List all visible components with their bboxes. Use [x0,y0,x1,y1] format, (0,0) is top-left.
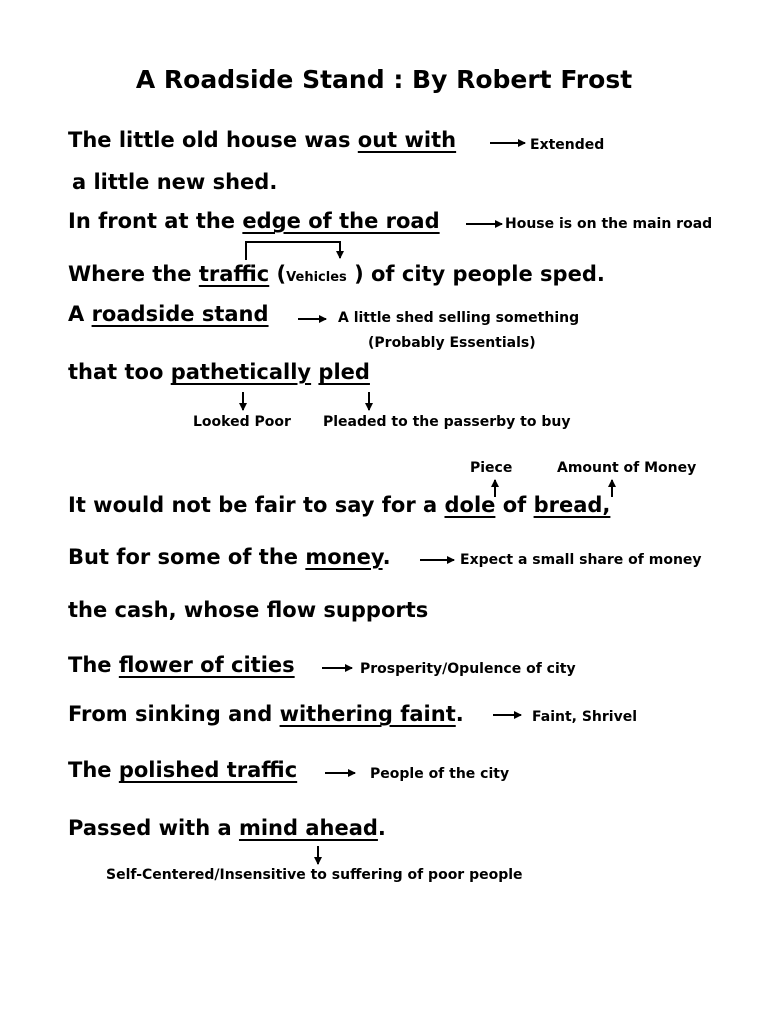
underlined-phrase: money [305,545,383,569]
poem-line-6 [68,360,370,384]
underlined-phrase: flower of cities [118,653,295,677]
paren-open: ( [269,262,287,286]
underlined-phrase: mind ahead [238,816,378,840]
annotation-share-of-money: Expect a small share of money [460,552,702,568]
annotation-people-of-city: People of the city [370,766,510,782]
underlined-phrase: withering faint [279,702,456,726]
line-text: From sinking and [68,702,280,726]
underlined-phrase: out with [357,128,457,152]
line-text: The [68,653,119,677]
poem-line-4 [68,262,605,286]
annotation-essentials: (Probably Essentials) [368,335,536,351]
line-text: The [68,758,119,782]
annotation-looked-poor: Looked Poor [193,414,291,430]
page-title: A Roadside Stand : By Robert Frost [135,65,633,94]
annotation-amount-of-money: Amount of Money [557,460,697,476]
line-text: In front at the [68,209,243,233]
poem-line-7 [68,493,610,517]
annotation-prosperity: Prosperity/Opulence of city [360,661,576,677]
poem-line-11 [68,702,464,726]
underlined-phrase: polished traffic [118,758,298,782]
annotation-main-road: House is on the main road [505,216,713,232]
line-text: Where the [68,262,199,286]
line-text: . [455,702,464,726]
line-text: It would not be fair to say for a [68,493,445,517]
poem-line-9: the cash, whose flow supports [68,598,429,622]
poem-line-5 [68,302,269,326]
poem-line-12 [68,758,297,782]
underlined-phrase: traffic [198,262,270,286]
poem-line-1 [68,128,456,152]
poem-line-3 [68,209,440,233]
annotation-piece: Piece [470,460,513,476]
annotation-pleaded: Pleaded to the passerby to buy [323,414,571,430]
underlined-phrase: pled [318,360,370,384]
line-text: Passed with a [68,816,239,840]
line-text: But for some of the [68,545,306,569]
inline-annotation-vehicles: Vehicles [286,270,347,285]
underlined-phrase: bread, [533,493,611,517]
line-text: The little old house was [68,128,358,152]
poem-line-13 [68,816,386,840]
underlined-phrase: dole [444,493,496,517]
poem-line-8 [68,545,391,569]
poem-line-2: a little new shed. [72,170,278,194]
annotation-shed: A little shed selling something [338,310,580,326]
line-text: . [377,816,386,840]
line-text: . [382,545,391,569]
line-text: of [495,493,534,517]
underlined-phrase: pathetically [170,360,312,384]
line-text: ) of city people sped. [346,262,605,286]
annotation-faint-shrivel: Faint, Shrivel [532,709,638,725]
line-text: that too [68,360,171,384]
underlined-phrase: edge of the road [242,209,440,233]
line-text: A [68,302,92,326]
underlined-phrase: roadside stand [91,302,269,326]
bracket-arrow-icon [246,242,340,260]
annotation-self-centered: Self-Centered/Insensitive to suffering of poor people [106,867,523,883]
annotation-extended: Extended [530,137,605,153]
poem-line-10 [68,653,295,677]
